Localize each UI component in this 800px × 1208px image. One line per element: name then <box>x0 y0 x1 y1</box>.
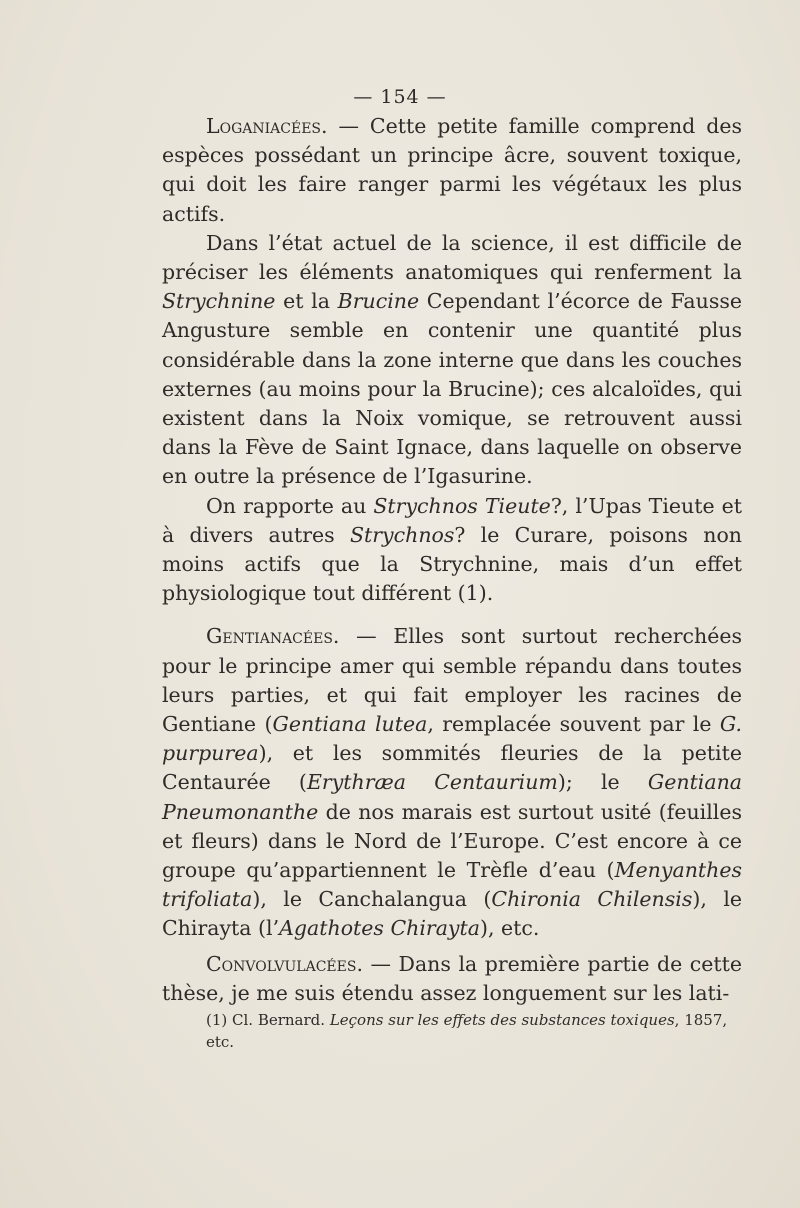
page-number: — 154 — <box>353 86 447 108</box>
italic-term: Strychnos <box>349 522 455 547</box>
text-segment: ? le Curare, poisons non moins actifs que la Strychnine, mais d’un effet physiologique tout différent (1). <box>162 522 742 606</box>
footnote <box>206 1009 746 1053</box>
text-segment: — Dans la première partie de cette thèse, je me suis étendu assez longuement sur les lati- <box>162 951 742 1005</box>
body-text <box>162 112 742 1008</box>
italic-term: Tieute <box>484 493 551 518</box>
text-segment: ?, l’Upas Tieute et à divers autres <box>162 493 743 547</box>
italic-term: Gentiana lutea <box>272 712 428 737</box>
paragraph-strychnine <box>162 229 742 492</box>
text-segment: Cependant l’écorce de Fausse Angusture semble en contenir une quantité plus considérable dans la zone interne que dans les couches externes (au moins pour la Brucine); ces alcaloïdes, qui existent dans la Noix vomique, se retrouvent aussi dans la Fève de Saint Ignace, dans laquelle on observe en outre la présence de l’Igasurine. <box>162 289 742 489</box>
italic-term: Strychnos <box>373 493 478 518</box>
text-segment: ), le Canchalangua ( <box>252 887 492 912</box>
italic-term: G. purpurea <box>162 712 743 766</box>
footnote-text: , 1857, etc. <box>206 1011 728 1051</box>
section-heading-loganiacees: Loganiacées. <box>206 114 328 138</box>
text-segment: ), etc. <box>479 916 540 941</box>
paragraph-gentianacees <box>162 622 742 943</box>
text-segment: et la <box>275 289 338 314</box>
paragraph-convolvulacees <box>162 950 742 1008</box>
text-segment: ), le Chirayta (l’ <box>162 887 743 941</box>
italic-term: Brucine <box>337 289 420 314</box>
text-segment: — Elles sont surtout recherchées pour le principe amer qui semble répandu dans toutes leurs parties, et qui fait employer les racines de Gentiane ( <box>162 624 742 737</box>
text-segment: ); le <box>557 770 648 795</box>
text-segment: — Cette petite famille comprend des espèces possédant un principe âcre, souvent toxique, qui doit les faire ranger parmi les végétaux les plus actifs. <box>162 114 742 226</box>
section-heading-convolvulacees: Convolvulacées. <box>206 951 363 976</box>
paragraph-curare <box>162 492 742 609</box>
section-heading-gentianacees: Gentianacées. <box>206 624 340 649</box>
italic-term: Menyanthes trifoliata <box>162 858 742 912</box>
footnote-title: Leçons sur les effets des substances toxiques <box>329 1011 675 1029</box>
italic-term: Agathotes Chirayta <box>279 916 480 941</box>
paragraph-loganiacees <box>162 112 742 229</box>
text-segment: On rapporte au <box>206 493 374 518</box>
text-segment <box>478 494 485 518</box>
italic-term: Chironia Chilensis <box>491 887 693 912</box>
italic-term: Erythræa Centaurium <box>306 770 558 795</box>
footnote-text: (1) Cl. Bernard. <box>206 1011 330 1029</box>
text-segment: , remplacée souvent par le <box>427 712 720 737</box>
text-segment: ), et les sommités fleuries de la petite Centaurée ( <box>162 741 742 795</box>
italic-term: Gentiana Pneumonanthe <box>162 770 743 824</box>
text-segment: Dans l’état actuel de la science, il est difficile de préciser les éléments anatomiques qui renferment la <box>162 230 742 285</box>
italic-term: Strychnine <box>162 289 276 314</box>
text-segment: de nos marais est surtout usité (feuilles et fleurs) dans le Nord de l’Europe. C’est encore à ce groupe qu’appartiennent le Trèfle d’eau ( <box>162 799 742 883</box>
